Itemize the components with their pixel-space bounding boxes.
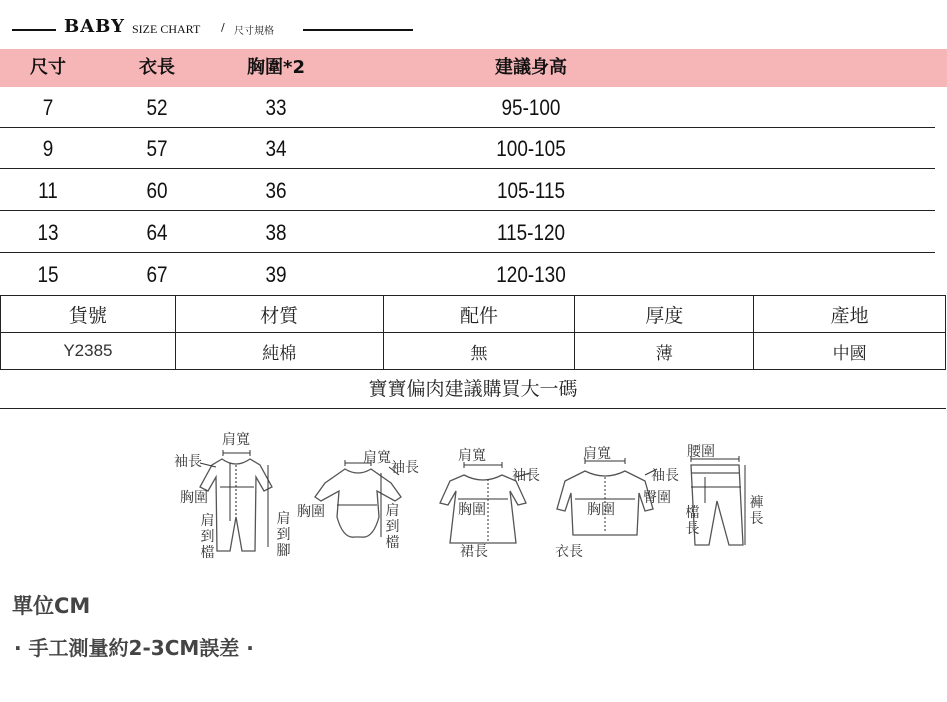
cell-length: 60 [146,178,168,203]
label-shoulder-width: 肩寬 [458,448,486,464]
label-top-length: 衣長 [555,544,583,560]
col-chest: 胸圍*2 [247,57,305,78]
header-rule-left [12,29,56,31]
cell-size: 9 [42,136,54,161]
table-row [0,128,947,169]
info-header-accessory: 配件 [383,296,575,333]
label-chest: 胸圍 [458,502,486,518]
cell-chest: 36 [265,178,287,203]
romper-diagram [160,425,300,579]
info-origin: 中國 [754,333,946,370]
table-row [0,212,947,253]
brand-title: BABY [64,16,125,37]
cell-height: 105-115 [496,178,566,203]
col-height: 建議身高 [495,57,567,78]
cell-length: 57 [146,136,168,161]
cell-length: 52 [146,95,168,120]
label-shoulder-to-foot: 肩到腳 [276,511,291,559]
header-slash: / [221,21,225,34]
label-chest: 胸圍 [180,490,208,506]
chart-header [0,14,947,44]
label-shoulder-width: 肩寬 [222,432,250,448]
info-header-material: 材質 [175,296,383,333]
pants-diagram [643,425,780,579]
col-size: 尺寸 [30,57,66,78]
label-pants-length: 褲長 [749,495,764,527]
cell-size: 11 [38,178,58,203]
info-material: 純棉 [175,333,383,370]
label-crotch-length: 檔長 [685,505,700,537]
label-skirt-length: 裙長 [460,544,488,560]
table-row [0,254,947,295]
unit-label: 單位CM [12,594,91,618]
info-header-origin: 產地 [754,296,946,333]
info-header-row [1,296,946,333]
cell-size: 13 [37,220,59,245]
cell-chest: 38 [265,220,287,245]
info-header-item-no: 貨號 [1,296,176,333]
cell-size: 15 [37,262,59,287]
cell-size: 7 [42,95,54,120]
label-sleeve-length: 袖長 [174,454,202,470]
cell-length: 67 [146,262,168,287]
cell-height: 115-120 [496,220,566,245]
label-hip: 臀圍 [643,490,671,506]
col-length: 衣長 [139,57,175,78]
bodysuit-outline-icon [295,425,435,575]
info-value-row [1,333,946,370]
table-row [0,87,947,128]
tolerance-note: · 手工測量約2-3CM誤差 · [14,636,254,660]
label-waist: 腰圍 [687,444,715,460]
info-item-no: Y2385 [1,333,176,370]
cell-height: 120-130 [496,262,566,287]
cell-length: 64 [146,220,168,245]
product-info-table [0,295,946,370]
label-sleeve-length: 袖長 [651,468,679,484]
measurement-diagrams [160,425,780,575]
cell-chest: 39 [265,262,287,287]
cell-chest: 33 [265,95,287,120]
label-shoulder-to-crotch: 肩到檔 [385,503,400,551]
header-subtitle: SIZE CHART [132,22,201,36]
dress-diagram [430,425,550,579]
info-accessory: 無 [383,333,575,370]
row-divider [0,252,935,253]
cell-height: 95-100 [501,95,561,120]
header-cn-title: 尺寸規格 [234,26,274,37]
cell-chest: 34 [265,136,287,161]
label-shoulder-width: 肩寬 [363,450,391,466]
header-rule-right [303,29,413,31]
size-table-header [0,49,947,87]
row-divider [0,210,935,211]
info-header-thickness: 厚度 [575,296,754,333]
cell-height: 100-105 [496,136,566,161]
row-divider [0,168,935,169]
info-thickness: 薄 [575,333,754,370]
label-sleeve-length: 袖長 [512,468,540,484]
label-shoulder-to-crotch: 肩到檔 [200,513,215,561]
bodysuit-diagram [295,425,435,579]
label-chest: 胸圍 [297,504,325,520]
label-shoulder-width: 肩寬 [583,446,611,462]
table-row [0,170,947,211]
label-chest: 胸圍 [587,502,615,518]
dress-outline-icon [430,425,550,575]
label-sleeve-length: 袖長 [391,460,419,476]
size-advice-note: 寶寶偏肉建議購買大一碼 [0,371,946,409]
